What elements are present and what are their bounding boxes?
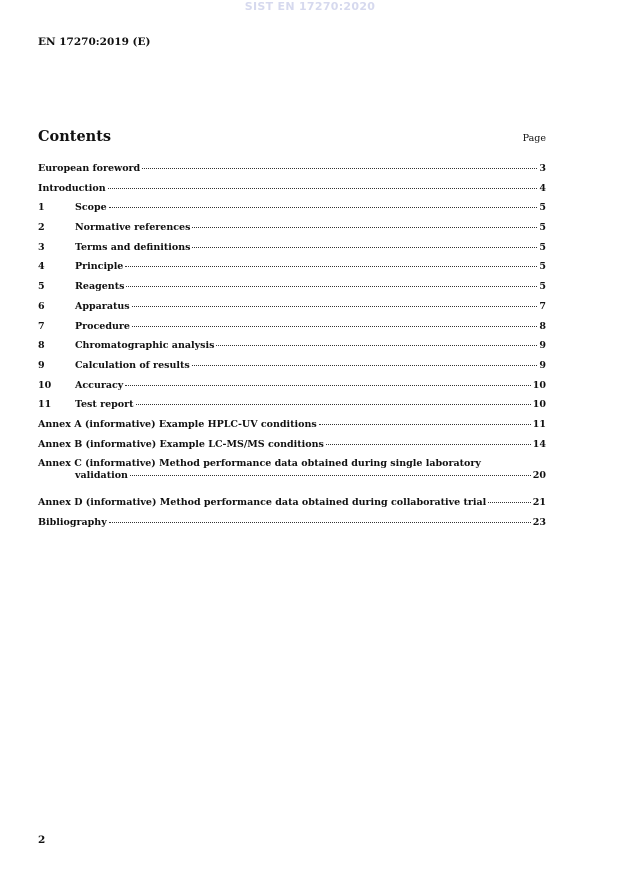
toc-entry-terms-and-definitions[interactable]: [38, 242, 546, 262]
toc-entry-annex-b[interactable]: [38, 439, 546, 459]
dot-leader: [192, 247, 537, 248]
toc-entry-page: 10: [532, 379, 546, 391]
toc-entry-number: 2: [38, 222, 45, 234]
dot-leader: [142, 168, 537, 169]
dot-leader: [326, 444, 531, 445]
toc-entry-scope[interactable]: [38, 202, 546, 222]
toc-entry-title: Procedure: [75, 320, 130, 332]
toc-entry-european-foreword[interactable]: [38, 163, 546, 183]
dot-leader: [136, 404, 531, 405]
toc-entry-continuation: [38, 470, 546, 482]
toc-entry-number: 1: [38, 202, 45, 214]
dot-leader: [125, 385, 530, 386]
toc-entry-title: Annex A (informative) Example HPLC-UV conditions: [38, 418, 317, 430]
toc-entry-test-report[interactable]: [38, 399, 546, 419]
dot-leader: [192, 365, 538, 366]
toc-entry-bibliography[interactable]: [38, 517, 546, 537]
toc-entry-page: 8: [539, 320, 546, 332]
toc-entry-number: 9: [38, 359, 45, 371]
toc-entry-page: 10: [532, 399, 546, 411]
toc-entry-number: 4: [38, 261, 45, 273]
toc-entry-title: Calculation of results: [75, 359, 190, 371]
dot-leader: [132, 326, 537, 327]
dot-leader: [319, 424, 531, 425]
dot-leader: [488, 502, 531, 503]
dot-leader: [132, 306, 538, 307]
toc-entry-title: Annex B (informative) Example LC-MS/MS conditions: [38, 438, 324, 450]
toc-entry-page: 23: [532, 517, 546, 528]
toc-entry-title-continued: validation: [75, 470, 128, 482]
toc-entry-number: 5: [38, 281, 45, 293]
toc-entry-title: Principle: [75, 261, 124, 273]
toc-entry-calculation-of-results[interactable]: [38, 360, 546, 380]
toc-entry-page: 5: [539, 261, 546, 273]
toc-entry-title: Annex C (informative) Method performance data obtained during single laboratory: [38, 458, 481, 470]
table-of-contents: [38, 163, 546, 537]
dot-leader: [126, 286, 537, 287]
toc-entry-page: 14: [532, 438, 546, 450]
toc-entry-introduction[interactable]: [38, 183, 546, 203]
dot-leader: [125, 266, 537, 267]
dot-leader: [192, 227, 537, 228]
toc-entry-title: European foreword: [38, 163, 141, 174]
toc-entry-page: 9: [539, 359, 546, 371]
toc-entry-number: 6: [38, 300, 45, 312]
dot-leader: [130, 475, 531, 476]
toc-entry-title: Terms and definitions: [75, 241, 191, 253]
toc-entry-page: 11: [532, 418, 546, 430]
toc-entry-number: 3: [38, 241, 45, 253]
toc-entry-number: 7: [38, 320, 45, 332]
toc-entry-reagents[interactable]: [38, 281, 546, 301]
toc-entry-number: 11: [38, 399, 52, 411]
page-column-label: Page: [522, 133, 546, 144]
toc-entry-page: 5: [539, 241, 546, 253]
toc-entry-title: Bibliography: [38, 517, 107, 528]
page-number: 2: [38, 834, 46, 846]
toc-entry-title: Test report: [75, 399, 134, 411]
toc-entry-page: 20: [532, 470, 546, 482]
toc-entry-title: Apparatus: [75, 300, 130, 312]
toc-entry-page: 7: [539, 300, 546, 312]
dot-leader: [109, 522, 531, 523]
watermark: SIST EN 17270:2020: [244, 0, 376, 13]
toc-entry-normative-references[interactable]: [38, 222, 546, 242]
toc-entry-title: Accuracy: [75, 379, 124, 391]
toc-entry-number: 10: [38, 379, 52, 391]
toc-entry-page: 5: [539, 281, 546, 293]
toc-entry-annex-a[interactable]: [38, 419, 546, 439]
toc-entry-chromatographic-analysis[interactable]: [38, 340, 546, 360]
toc-entry-title: Reagents: [75, 281, 125, 293]
toc-entry-annex-d[interactable]: [38, 497, 546, 517]
toc-entry-page: 3: [539, 163, 546, 174]
toc-entry-title: Scope: [75, 202, 107, 214]
toc-entry-title: Annex D (informative) Method performance data obtained during collaborative trial: [38, 497, 487, 509]
toc-entry-annex-c[interactable]: [38, 458, 546, 497]
dot-leader: [109, 207, 538, 208]
toc-entry-page: 9: [539, 340, 546, 352]
toc-entry-page: 5: [539, 202, 546, 214]
toc-entry-title: Normative references: [75, 222, 191, 234]
toc-entry-title: Chromatographic analysis: [75, 340, 215, 352]
dot-leader: [216, 345, 537, 346]
toc-entry-page: 21: [532, 497, 546, 509]
toc-entry-page: 5: [539, 222, 546, 234]
toc-entry-procedure[interactable]: [38, 321, 546, 341]
toc-entry-apparatus[interactable]: [38, 301, 546, 321]
toc-entry-number: 8: [38, 340, 45, 352]
toc-entry-page: 4: [539, 182, 546, 194]
contents-heading: Contents: [38, 128, 112, 145]
dot-leader: [108, 188, 538, 189]
toc-entry-accuracy[interactable]: [38, 380, 546, 400]
document-id: EN 17270:2019 (E): [38, 36, 151, 48]
toc-entry-title: Introduction: [38, 182, 106, 194]
toc-entry-principle[interactable]: [38, 261, 546, 281]
